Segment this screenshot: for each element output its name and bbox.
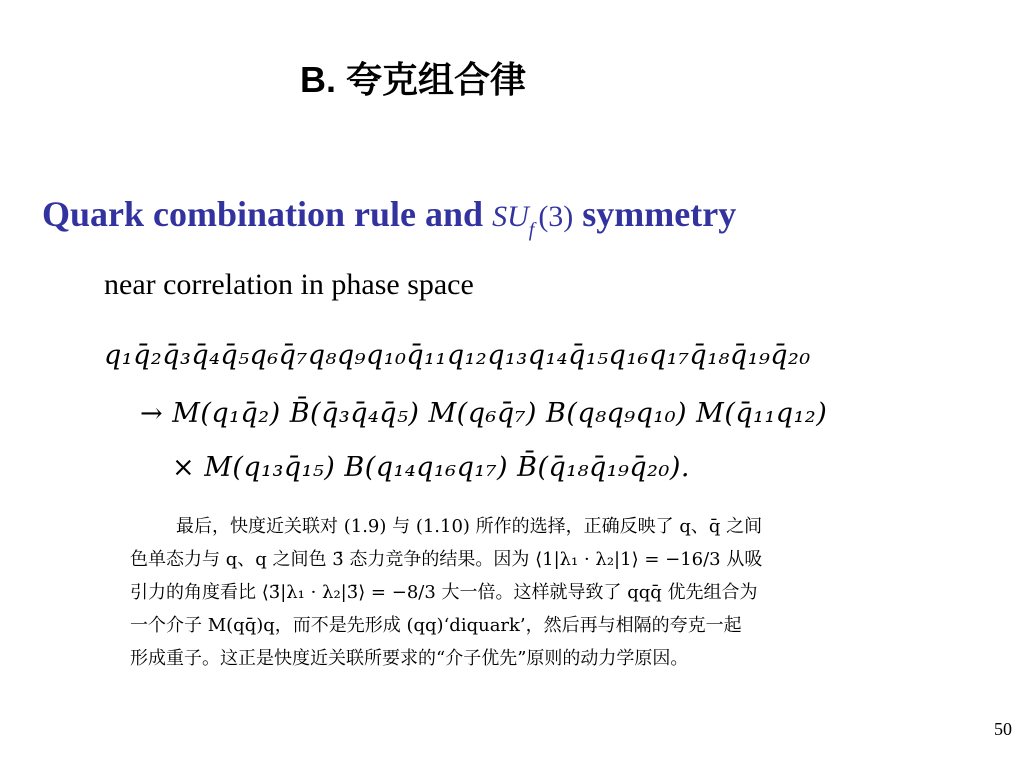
heading-subscript: f (528, 219, 535, 241)
equation-line-1: q₁q̄₂q̄₃q̄₄q̄₅q₆q̄₇q₈q₉q₁₀q̄₁₁q₁₂q₁₃q₁₄q̄₁₅q₁₆q₁₇q̄₁₈q̄₁₉q̄₂₀ (104, 340, 811, 371)
heading-su: SU (492, 200, 529, 233)
slide-title (300, 52, 526, 103)
title-chinese: 夸克组合律 (346, 60, 527, 101)
heading-three: (3) (538, 200, 574, 233)
slide-subtitle: near correlation in phase space (104, 268, 474, 301)
equation-line-2: → M(q₁q̄₂) B̄(q̄₃q̄₄q̄₅) M(q₆q̄₇) B(q₈q₉q₁₀) M(q̄₁₁q₁₂) (140, 398, 828, 429)
heading-text: Quark combination rule and (42, 194, 493, 234)
paragraph-line: 最后，快度近关联对 (1.9) 与 (1.10) 所作的选择，正确反映了 q、q̄ 之间 (176, 516, 763, 537)
title-prefix: B. (300, 59, 336, 100)
paragraph-line: 引力的角度看比 ⟨3̄|λ₁ · λ₂|3̄⟩ = −8/3 大一倍。这样就导致了 qqq̄ 优先组合为 (130, 582, 758, 603)
equation-line-3: × M(q₁₃q̄₁₅) B(q₁₄q₁₆q₁₇) B̄(q̄₁₈q̄₁₉q̄₂₀). (172, 452, 690, 483)
page-number: 50 (994, 719, 1012, 739)
explanation-paragraph (130, 510, 870, 675)
heading-after: symmetry (573, 194, 737, 234)
slide-heading (42, 193, 737, 241)
paragraph-line: 形成重子。这正是快度近关联所要求的“介子优先”原则的动力学原因。 (130, 648, 689, 669)
paragraph-line: 色单态力与 q、q 之间色 3̄ 态力竞争的结果。因为 ⟨1|λ₁ · λ₂|1⟩ = −16/3 从吸 (130, 549, 763, 570)
paragraph-line: 一个介子 M(qq̄)q，而不是先形成 (qq)‘diquark’，然后再与相隔的夸克一起 (130, 615, 742, 636)
